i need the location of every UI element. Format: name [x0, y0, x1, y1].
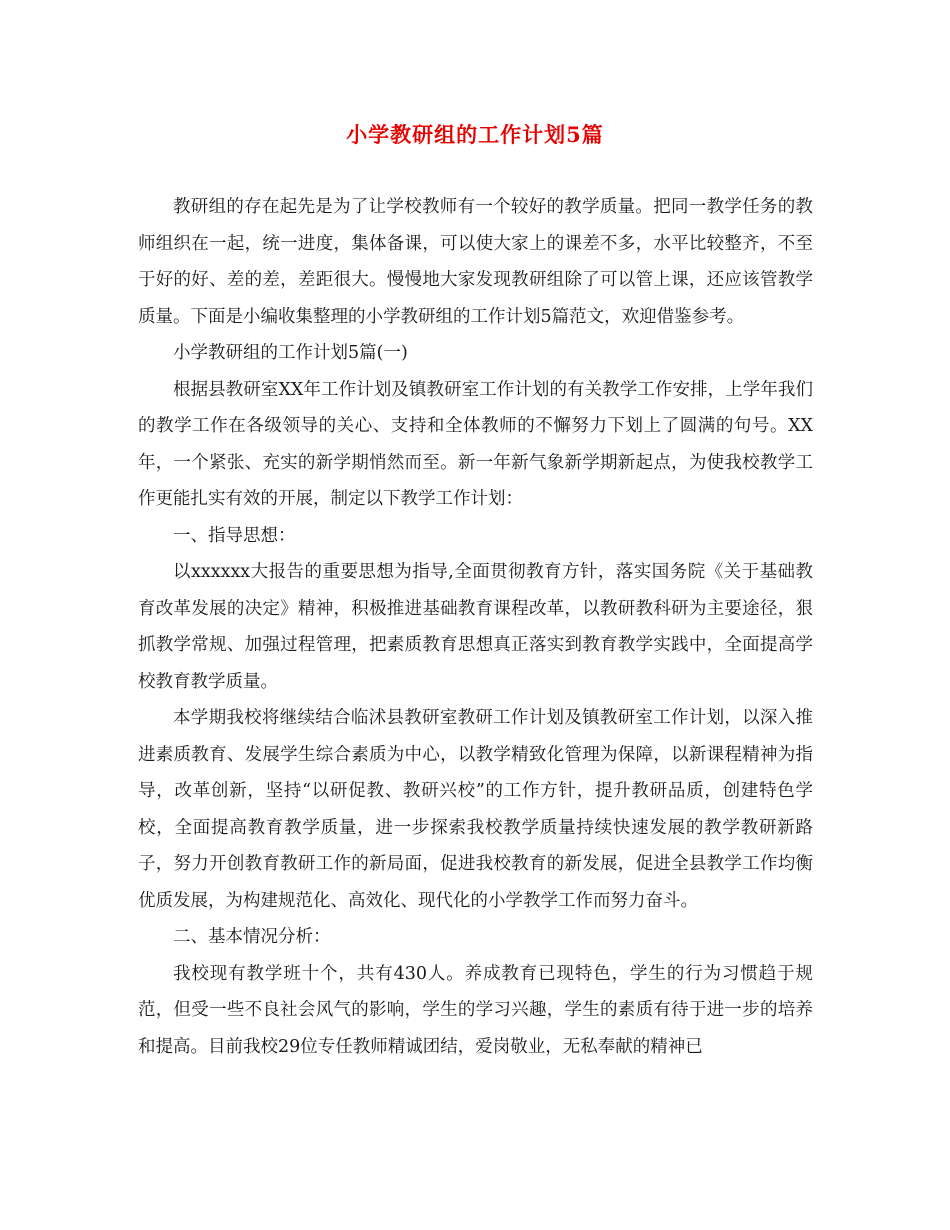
body-paragraph: 本学期我校将继续结合临沭县教研室教研工作计划及镇教研室工作计划，以深入推进素质教育、发展学生综合素质为中心，以教学精致化管理为保障，以新课程精神为指导，改革创新，坚持“以研促教、教研兴校”的工作方针，提升教研品质，创建特色学校，全面提高教育教学质量，进一步探索我校教学质量持续快速发展的教学教研新路子，努力开创教育教研工作的新局面，促进我校教育的新发展，促进全县教学工作均衡优质发展，为构建规范化、高效化、现代化的小学教学工作而努力奋斗。 [138, 708, 813, 911]
body-paragraph: 我校现有教学班十个，共有430人。养成教育已现特色，学生的行为习惯趋于规范，但受一些不良社会风气的影响，学生的学习兴趣，学生的素质有待于进一步的培养和提高。目前我校29位专任教师精诚团结，爱岗敬业，无私奉献的精神已 [138, 963, 813, 1057]
body-paragraph: 以xxxxxx大报告的重要思想为指导,全面贯彻教育方针，落实国务院《关于基础教育改革发展的决定》精神，积极推进基础教育课程改革，以教研教科研为主要途径，狠抓教学常规、加强过程管理，把素质教育思想真正落实到教育教学实践中，全面提高学校教育教学质量。 [138, 562, 813, 692]
document-body [138, 189, 813, 1065]
section-heading-guiding-thought: 一、指导思想： [173, 525, 296, 546]
document-title: 小学教研组的工作计划5篇 [346, 122, 604, 147]
body-paragraph: 根据县教研室XX年工作计划及镇教研室工作计划的有关教学工作安排，上学年我们的教学工作在各级领导的关心、支持和全体教师的不懈努力下划上了圆满的句号。XX年，一个紧张、充实的新学期悄然而至。新一年新气象新学期新起点，为使我校教学工作更能扎实有效的开展，制定以下教学工作计划： [138, 379, 813, 509]
intro-paragraph: 教研组的存在起先是为了让学校教师有一个较好的教学质量。把同一教学任务的教师组织在一起，统一进度，集体备课，可以使大家上的课差不多，水平比较整齐，不至于好的好、差的差，差距很大。慢慢地大家发现教研组除了可以管上课，还应该管教学质量。下面是小编收集整理的小学教研组的工作计划5篇范文，欢迎借鉴参考。 [138, 197, 813, 327]
section-heading-situation-analysis: 二、基本情况分析： [173, 927, 331, 947]
section-heading-plan-1: 小学教研组的工作计划5篇(一) [173, 343, 408, 363]
